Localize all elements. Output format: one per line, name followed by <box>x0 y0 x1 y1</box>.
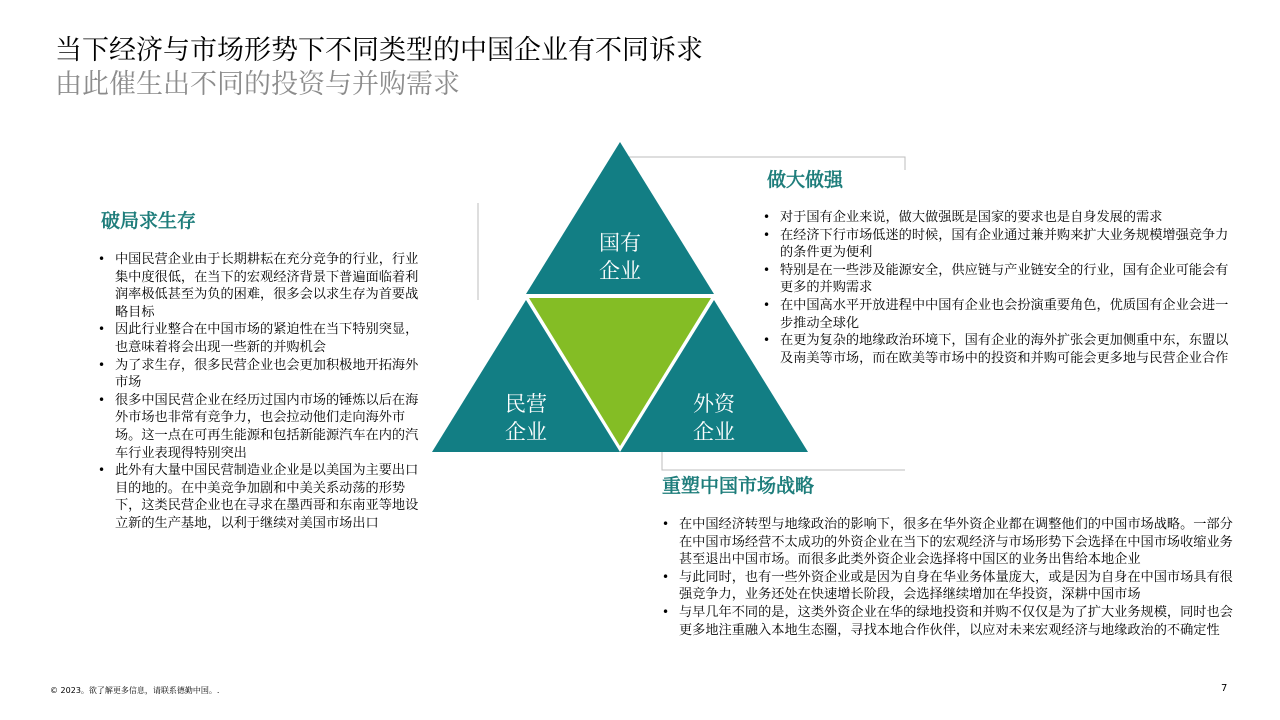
label-private-line1: 民营 <box>505 392 547 416</box>
label-foreign-line1: 外资 <box>693 392 735 416</box>
label-state-owned-line1: 国有 <box>599 231 641 255</box>
list-item: • 此外有大量中国民营制造业企业是以美国为主要出口目的地的。在中美竞争加剧和中美关系动荡的形势下，这类民营企业也在寻求在墨西哥和东南亚等地设立新的生产基地，以利于继续对美国市场出口 <box>97 462 427 532</box>
heading-grow-stronger: 做大做强 <box>767 169 844 191</box>
label-foreign-line2: 企业 <box>693 420 735 444</box>
page-number: 7 <box>1221 683 1228 694</box>
list-item: • 为了求生存，很多民营企业也会更加积极地开拓海外市场 <box>97 357 427 392</box>
list-item: • 对于国有企业来说，做大做强既是国家的要求也是自身发展的需求 <box>762 209 1240 227</box>
list-item: • 因此行业整合在中国市场的紧迫性在当下特别突显，也意味着将会出现一些新的并购机会 <box>97 321 427 356</box>
list-item: • 中国民营企业由于长期耕耘在充分竞争的行业，行业集中度很低，在当下的宏观经济背景下普遍面临着利润率极低甚至为负的困难，很多会以求生存为首要战略目标 <box>97 251 427 321</box>
list-item: • 在更为复杂的地缘政治环境下，国有企业的海外扩张会更加侧重中东，东盟以及南美等市场，而在欧美等市场中的投资和并购可能会更多地与民营企业合作 <box>762 332 1240 367</box>
grow-stronger-bullet-list <box>762 209 1240 367</box>
label-private-line2: 企业 <box>505 420 547 444</box>
reshape-strategy-bullet-list <box>661 516 1239 639</box>
list-item: • 特别是在一些涉及能源安全，供应链与产业链安全的行业，国有企业可能会有更多的并购需求 <box>762 262 1240 297</box>
slide-subtitle: 由此催生出不同的投资与并购需求 <box>55 69 460 100</box>
list-item: • 与此同时，也有一些外资企业或是因为自身在华业务体量庞大，或是因为自身在中国市场具有很强竞争力，业务还处在快速增长阶段，会选择继续增加在华投资，深耕中国市场 <box>661 569 1239 604</box>
heading-survival: 破局求生存 <box>101 210 197 232</box>
list-item: • 与早几年不同的是，这类外资企业在华的绿地投资和并购不仅仅是为了扩大业务规模，同时也会更多地注重融入本地生态圈，寻找本地合作伙伴，以应对未来宏观经济与地缘政治的不确定性 <box>661 604 1239 639</box>
list-item: • 在中国经济转型与地缘政治的影响下，很多在华外资企业都在调整他们的中国市场战略。一部分在中国市场经营不太成功的外资企业在当下的宏观经济与市场形势下会选择在中国市场收缩业务甚至退出中国市场。而很多此类外资企业会选择将中国区的业务出售给本地企业 <box>661 516 1239 569</box>
footer-copyright: © 2023。欲了解更多信息，请联系德勤中国。. <box>50 686 220 695</box>
label-state-owned-line2: 企业 <box>599 259 641 283</box>
slide-title: 当下经济与市场形势下不同类型的中国企业有不同诉求 <box>55 35 703 66</box>
list-item: • 很多中国民营企业在经历过国内市场的锤炼以后在海外市场也非常有竞争力，也会拉动他们走向海外市场。这一点在可再生能源和包括新能源汽车在内的汽车行业表现得特别突出 <box>97 392 427 462</box>
list-item: • 在中国高水平开放进程中中国有企业也会扮演重要角色，优质国有企业会进一步推动全球化 <box>762 297 1240 332</box>
survival-bullet-list <box>97 251 427 533</box>
list-item: • 在经济下行市场低迷的时候，国有企业通过兼并购来扩大业务规模增强竞争力的条件更为便利 <box>762 227 1240 262</box>
heading-reshape-strategy: 重塑中国市场战略 <box>662 475 815 497</box>
